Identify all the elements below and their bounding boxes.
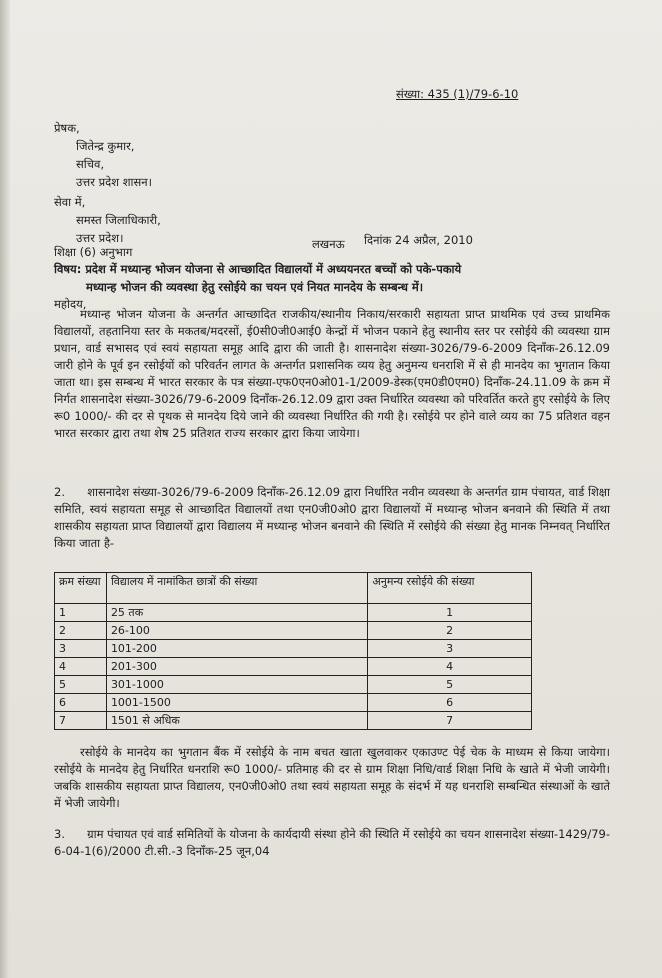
page-edge-shadow [0,0,10,978]
paragraph-after-table [54,744,610,812]
sender-designation: सचिव, [76,157,105,171]
sender-name: जितेन्द्र कुमार, [76,139,135,153]
paragraph-2 [54,484,610,552]
cell-students: 101-200 [106,640,367,658]
place: लखनऊ [312,237,345,251]
cell-serial: 4 [55,658,107,676]
table-row [55,658,532,676]
cell-cooks: 7 [368,712,532,730]
cell-cooks: 4 [368,658,532,676]
cook-norms-table [54,572,532,730]
cell-cooks: 2 [368,622,532,640]
header-cooks: अनुमन्य रसोईये की संख्या [368,573,532,604]
cell-students: 201-300 [106,658,367,676]
table-row [55,604,532,622]
paragraph-3 [54,826,610,860]
cell-serial: 6 [55,694,107,712]
paragraph-2-number: 2. [54,485,65,499]
sender-label: प्रेषक, [54,121,80,135]
paragraph-2-text: शासनादेश संख्या-3026/79-6-2009 दिनाँक-26.12.09 द्वारा निर्धारित नवीन व्यवस्था के अन्तर्गत ग्राम पंचायत, वार्ड शिक्षा समिति, स्वयं सहायता समूह से आच्छादित विद्यालयों तथा एन0जी0ओ0 द्वारा विद्यालयों में मध्यान्ह भोजन बनवाने की स्थिति में तथा शासकीय सहायता प्राप्त विद्यालयों द्वारा विद्यालय में मध्यान्ह भोजन बनवाने की स्थिति में रसोईये की संख्या हेतु मानक निम्नवत् निर्धारित किया जाता है- [54,485,610,550]
cell-cooks: 6 [368,694,532,712]
header-serial: क्रम संख्या [55,573,107,604]
subject [54,260,604,296]
paragraph-1 [54,306,610,442]
cell-serial: 1 [55,604,107,622]
paragraph-3-text: ग्राम पंचायत एवं वार्ड समितियों के योजना के कार्यदायी संस्था होने की स्थिति में रसोईये का चयन शासनादेश संख्या-1429/79-6-04-1(6)/2000 टी.सी.-3 दिनाँक-25 जून,04 [54,827,610,858]
cell-serial: 5 [55,676,107,694]
sender-office: उत्तर प्रदेश शासन। [76,175,153,189]
table-row [55,640,532,658]
cell-students: 1001-1500 [106,694,367,712]
reference-number: संख्या: 435 (1)/79-6-10 [396,87,519,101]
cell-students: 25 तक [106,604,367,622]
department: शिक्षा (6) अनुभाग [54,245,133,259]
subject-label: विषय: [54,262,82,276]
cell-students: 26-100 [106,622,367,640]
subject-line-2: मध्यान्ह भोजन की व्यवस्था हेतु रसोईये का चयन एवं नियत मानदेय के सम्बन्ध में। [86,280,424,294]
recipient-state: उत्तर प्रदेश। [76,231,124,245]
paragraph-after-table-text: रसोईये के मानदेय का भुगतान बैंक में रसोईये के नाम बचत खाता खुलवाकर एकाउण्ट पेई चेक के माध्यम से किया जायेगा। रसोईये के मानदेय हेतु निर्धारित धनराशि रू0 1000/- प्रतिमाह की दर से ग्राम शिक्षा निधि/वार्ड शिक्षा निधि के खाते में भेजी जायेगी। जबकि शासकीय सहायता प्राप्त विद्यालय, एन0जी0ओ0 तथा स्वयं सहायता समूह के संदर्भ में यह धनराशि सम्बन्धित संस्थाओं के खाते में भेजी जायेगी। [54,745,610,810]
table-row [55,694,532,712]
paragraph-1-text: मध्यान्ह भोजन योजना के अन्तर्गत आच्छादित राजकीय/स्थानीय निकाय/सरकारी सहायता प्राप्त प्राथमिक एवं उच्च प्राथमिक विद्यालयों, तहतानिया स्तर के मकतब/मदरसों, ई0सी0जी0आई0 केन्द्रों में भोजन पकाने हेतु स्थानीय स्तर पर रसोईये की व्यवस्था ग्राम प्रधान, वार्ड सभासद एवं स्वयं सहायता समूह आदि द्वारा की जाती है। शासनादेश संख्या-3026/79-6-2009 दिनाँक-26.12.09 जारी होने के पूर्व इन रसोईयों को परिवर्तन लागत के अन्तर्गत प्रशासनिक व्यय हेतु अनुमन्य धनराशि में से ही मानदेय का भुगतान किया जाता था। इस सम्बन्ध में भारत सरकार के पत्र संख्या-एफ0एन0ओ01-1/2009-डेस्क(एम0डी0एम0) दिनाँक-24.11.09 के क्रम में निर्गत शासनादेश संख्या-3026/79-6-2009 दिनाँक-26.12.09 द्वारा उक्त निर्धारित व्यवस्था को परिवर्तित करते हुए रसोईये के लिए रू0 1000/- की दर से पृथक से मानदेय दिये जाने की व्यवस्था निर्धारित की गयी है। रसोईये पर होने वाले व्यय का 75 प्रतिशत वहन भारत सरकार द्वारा तथा शेष 25 प्रतिशत राज्य सरकार द्वारा किया जायेगा। [54,307,610,440]
cell-serial: 7 [55,712,107,730]
salutation: महोदय, [54,297,87,311]
paragraph-3-number: 3. [54,827,65,841]
table-row [55,622,532,640]
recipient-label: सेवा में, [54,195,86,209]
table-row [55,676,532,694]
cell-cooks: 5 [368,676,532,694]
letter-date: दिनांक 24 अप्रैल, 2010 [364,233,473,247]
cell-serial: 2 [55,622,107,640]
cell-serial: 3 [55,640,107,658]
table-row [55,712,532,730]
table-header-row [55,573,532,604]
header-students: विद्यालय में नामांकित छात्रों की संख्या [106,573,367,604]
recipient-name: समस्त जिलाधिकारी, [76,213,161,227]
cell-students: 301-1000 [106,676,367,694]
cell-cooks: 1 [368,604,532,622]
subject-line-1: प्रदेश में मध्यान्ह भोजन योजना से आच्छादित विद्यालयों में अध्ययनरत बच्चों को पके-पकाये [85,262,462,276]
cell-cooks: 3 [368,640,532,658]
cell-students: 1501 से अधिक [106,712,367,730]
